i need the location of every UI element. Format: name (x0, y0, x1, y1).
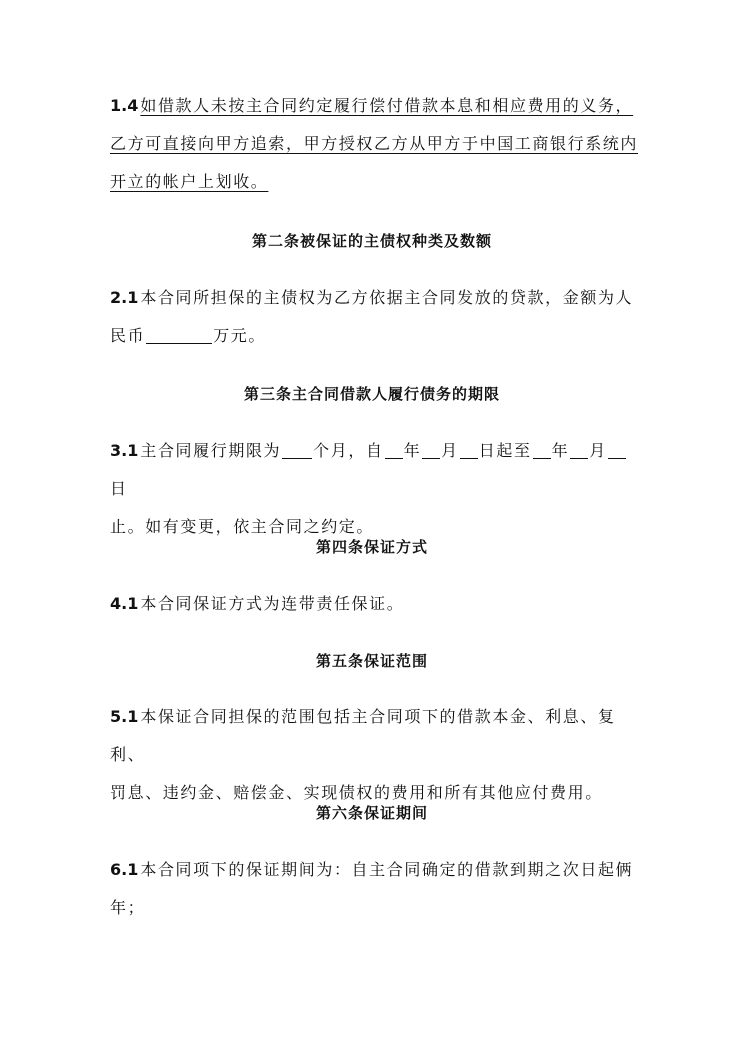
months-blank (282, 440, 312, 459)
clause-number: 6.1 (110, 860, 139, 879)
start-month-blank (422, 440, 440, 459)
clause-text: 个月，自 (313, 441, 384, 460)
clause-text: 月 (589, 441, 607, 460)
clause-3-1 (110, 432, 640, 546)
clause-2-1 (110, 279, 640, 355)
article-2-heading: 第二条被保证的主债权种类及数额 (251, 232, 492, 250)
article-6-heading: 第六条保证期间 (315, 804, 428, 822)
clause-text-line: 如借款人未按主合同约定履行偿付借款本息和相应费用的义务， (140, 96, 634, 115)
clause-text: 主合同履行期限为 (140, 441, 282, 460)
clause-text: 年； (110, 898, 146, 917)
start-year-blank (385, 440, 403, 459)
start-day-blank (460, 440, 478, 459)
end-month-blank (570, 440, 588, 459)
clause-text: 止。如有变更，依主合同之约定。 (110, 517, 375, 536)
clause-text: 罚息、违约金、赔偿金、实现债权的费用和所有其他应付费用。 (110, 783, 603, 802)
clause-text: 月 (441, 441, 459, 460)
clause-number: 2.1 (110, 288, 139, 307)
amount-blank (146, 325, 212, 344)
clause-text: 年 (403, 441, 422, 460)
clause-number: 4.1 (110, 594, 139, 613)
clause-text: 日起至 (478, 441, 532, 460)
end-year-blank (533, 440, 551, 459)
article-4-heading: 第四条保证方式 (315, 538, 428, 556)
clause-text-line: 开立的帐户上划收。 (110, 172, 269, 191)
clause-text: 年 (551, 441, 570, 460)
clause-text: 民币 (110, 326, 146, 345)
clause-text: 本合同所担保的主债权为乙方依据主合同发放的贷款，金额为人 (140, 288, 634, 307)
clause-number: 5.1 (110, 707, 139, 726)
clause-4-1 (110, 585, 640, 623)
clause-text: 本合同项下的保证期间为：自主合同确定的借款到期之次日起俩 (140, 860, 634, 879)
clause-number: 3.1 (110, 441, 139, 460)
clause-5-1 (110, 698, 640, 812)
clause-number: 1.4 (110, 96, 139, 115)
clause-text: 本保证合同担保的范围包括主合同项下的借款本金、利息、复利、 (110, 707, 616, 764)
clause-text: 日 (110, 479, 128, 498)
article-3-heading: 第三条主合同借款人履行债务的期限 (243, 385, 500, 403)
clause-text-line: 乙方可直接向甲方追索，甲方授权乙方从甲方于中国工商银行系统内 (110, 134, 639, 153)
clause-1-4 (110, 87, 640, 201)
clause-6-1 (110, 851, 640, 927)
clause-text: 本合同保证方式为连带责任保证。 (140, 594, 405, 613)
article-5-heading: 第五条保证范围 (315, 652, 428, 670)
end-day-blank (608, 440, 626, 459)
clause-text: 万元。 (213, 326, 267, 345)
